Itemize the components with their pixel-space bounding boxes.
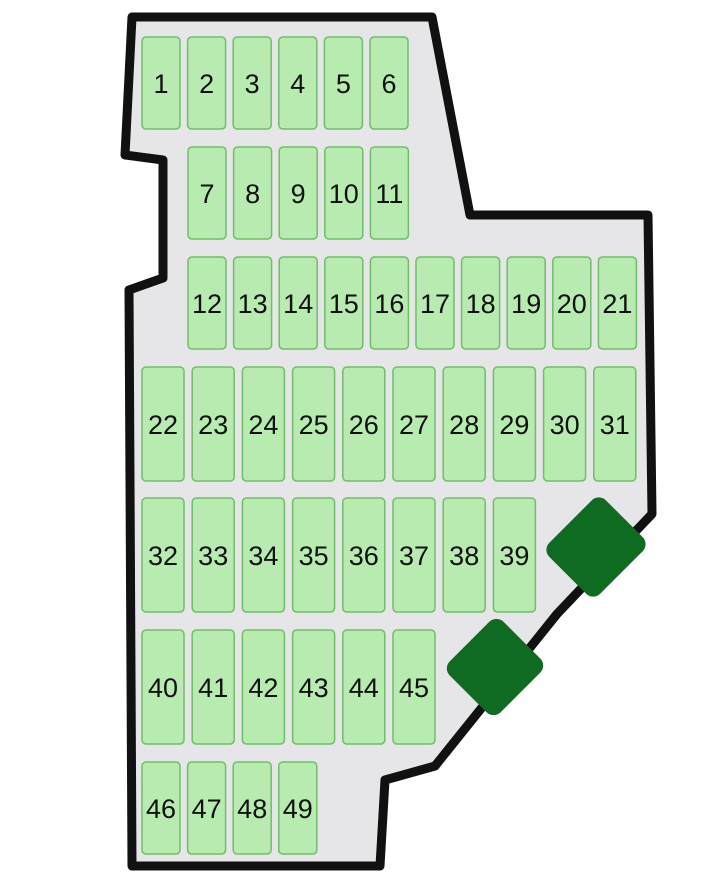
- fuse-number: 16: [374, 289, 405, 319]
- fuse-number: 40: [147, 673, 179, 703]
- fuse-number: 26: [348, 410, 379, 440]
- fuse-number: 5: [335, 69, 351, 99]
- fuse-number: 44: [348, 673, 379, 703]
- fuse-6: [370, 37, 408, 129]
- fuse-number: 43: [298, 673, 329, 703]
- fuse-13: [234, 257, 272, 349]
- fuse-14: [279, 257, 317, 349]
- fuse-9: [279, 147, 317, 239]
- fuse-number: 19: [511, 289, 542, 319]
- fuse-10: [325, 147, 363, 239]
- fuse-33: [192, 498, 234, 612]
- fuse-number: 8: [245, 179, 261, 209]
- fuse-29: [493, 367, 535, 481]
- fuse-number: 31: [599, 410, 630, 440]
- fuse-41: [192, 630, 234, 744]
- fuse-number: 46: [145, 794, 177, 824]
- fuse-34: [242, 498, 284, 612]
- fuse-37: [393, 498, 435, 612]
- fuse-number: 42: [248, 673, 279, 703]
- fuse-4: [279, 37, 317, 129]
- fuse-26: [343, 367, 385, 481]
- fuse-43: [293, 630, 335, 744]
- fuse-25: [293, 367, 335, 481]
- fuse-number: 38: [449, 541, 480, 571]
- fuse-number: 48: [237, 794, 268, 824]
- fuse-number: 17: [419, 289, 451, 319]
- fuse-number: 34: [248, 541, 279, 571]
- fuse-21: [598, 257, 636, 349]
- fuse-number: 7: [199, 179, 215, 209]
- fuse-35: [293, 498, 335, 612]
- fuse-number: 9: [290, 179, 306, 209]
- fuse-number: 27: [398, 410, 430, 440]
- fuse-20: [553, 257, 591, 349]
- fuse-number: 25: [298, 410, 329, 440]
- fuse-11: [370, 147, 408, 239]
- fuse-39: [493, 498, 535, 612]
- fuse-number: 6: [381, 69, 397, 99]
- fuse-number: 28: [449, 410, 480, 440]
- fuse-22: [142, 367, 184, 481]
- fuse-number: 20: [556, 289, 587, 319]
- fuse-number: 41: [198, 673, 229, 703]
- fuse-42: [242, 630, 284, 744]
- fuse-number: 21: [602, 289, 633, 319]
- fuse-23: [192, 367, 234, 481]
- fuse-7: [188, 147, 226, 239]
- fuse-number: 30: [549, 410, 580, 440]
- fuse-number: 47: [191, 794, 222, 824]
- fuse-number: 39: [499, 541, 530, 571]
- fuse-3: [233, 37, 271, 129]
- fuse-number: 10: [328, 179, 359, 209]
- fuse-44: [343, 630, 385, 744]
- fuse-12: [188, 257, 226, 349]
- fuse-16: [370, 257, 408, 349]
- fuse-number: 1: [153, 69, 169, 99]
- fuse-number: 24: [248, 410, 279, 440]
- fuse-number: 23: [198, 410, 229, 440]
- fuse-number: 12: [191, 289, 223, 319]
- fuse-number: 2: [199, 69, 215, 99]
- fuse-number: 3: [244, 69, 260, 99]
- fuse-number: 49: [282, 794, 313, 824]
- fuse-number: 13: [237, 289, 268, 319]
- fuse-48: [233, 762, 271, 854]
- fuse-49: [279, 762, 317, 854]
- fuse-30: [544, 367, 586, 481]
- fuse-17: [416, 257, 454, 349]
- fuse-number: 35: [298, 541, 329, 571]
- fuse-45: [393, 630, 435, 744]
- fuse-number: 4: [290, 69, 306, 99]
- fuse-number: 33: [198, 541, 229, 571]
- fuse-number: 29: [499, 410, 530, 440]
- fuse-40: [142, 630, 184, 744]
- fuse-32: [142, 498, 184, 612]
- fuse-15: [325, 257, 363, 349]
- fuse-number: 32: [147, 541, 179, 571]
- fuse-number: 11: [375, 179, 404, 209]
- fuse-number: 37: [398, 541, 430, 571]
- fuse-2: [188, 37, 226, 129]
- fuse-number: 22: [147, 410, 179, 440]
- fuse-number: 14: [283, 289, 314, 319]
- fuse-36: [343, 498, 385, 612]
- fuse-number: 15: [328, 289, 359, 319]
- fuse-1: [142, 37, 180, 129]
- fuse-8: [234, 147, 272, 239]
- fuse-18: [462, 257, 500, 349]
- fuse-31: [594, 367, 636, 481]
- fuse-38: [443, 498, 485, 612]
- fuse-number: 18: [465, 289, 496, 319]
- fuse-27: [393, 367, 435, 481]
- fuse-46: [142, 762, 180, 854]
- fuse-28: [443, 367, 485, 481]
- fuse-number: 36: [348, 541, 379, 571]
- fuse-19: [507, 257, 545, 349]
- fuse-5: [324, 37, 362, 129]
- fuse-24: [242, 367, 284, 481]
- fuse-47: [188, 762, 226, 854]
- fuse-number: 45: [398, 673, 430, 703]
